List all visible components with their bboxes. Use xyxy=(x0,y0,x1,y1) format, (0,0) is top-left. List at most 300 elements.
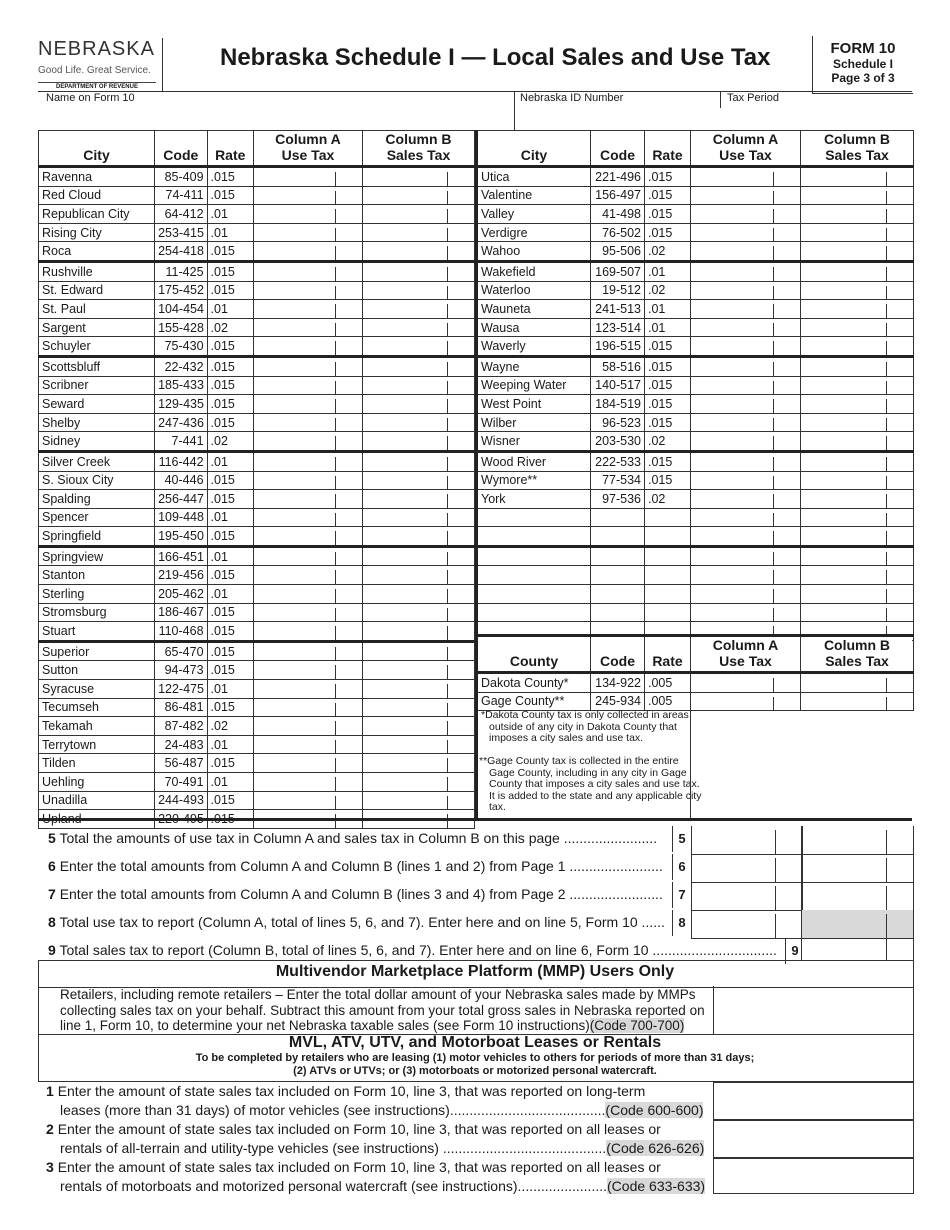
city-use-tax-field[interactable] xyxy=(253,603,362,622)
mmp-title: Multivendor Marketplace Platform (MMP) Users Only xyxy=(275,963,675,980)
city-sales-tax-field[interactable] xyxy=(801,490,914,509)
city-sales-tax-field[interactable] xyxy=(362,167,474,187)
city-code: 123-514 xyxy=(591,318,645,337)
city-code: 24-483 xyxy=(155,735,207,754)
city-name: York xyxy=(477,490,591,509)
city-code: 97-536 xyxy=(591,490,645,509)
blank-city-row xyxy=(477,546,914,566)
city-code: 110-468 xyxy=(155,622,207,642)
blank-city-code xyxy=(591,603,645,622)
city-row xyxy=(39,490,475,509)
city-use-tax-field[interactable] xyxy=(253,698,362,717)
city-code: 184-519 xyxy=(591,395,645,414)
line-7-sales-tax-field[interactable] xyxy=(801,882,914,911)
city-use-tax-field[interactable] xyxy=(253,300,362,319)
city-name: St. Edward xyxy=(39,281,155,300)
city-use-tax-field[interactable] xyxy=(253,661,362,680)
blank-city-name xyxy=(477,527,591,547)
city-sales-tax-field[interactable] xyxy=(801,223,914,242)
city-sales-tax-field[interactable] xyxy=(801,318,914,337)
city-code: 40-446 xyxy=(155,471,207,490)
city-use-tax-field[interactable] xyxy=(691,281,801,300)
line-6-sales-tax-field[interactable] xyxy=(801,854,914,883)
city-row xyxy=(39,356,475,376)
city-row xyxy=(477,205,914,224)
city-rate: .015 xyxy=(645,413,691,432)
blank-city-sales-tax-field[interactable] xyxy=(801,546,914,566)
line-text: Total use tax to report (Column A, total of lines 5, 6, and 7). Enter here and on line 5, Form 10 ...... xyxy=(59,914,665,930)
mvl-item-3 xyxy=(46,1158,706,1196)
county-use-tax-field[interactable] xyxy=(691,673,801,693)
city-sales-tax-field[interactable] xyxy=(801,451,914,471)
city-name: St. Paul xyxy=(39,300,155,319)
line-text: Total sales tax to report (Column B, total of lines 5, 6, and 7). Enter here and on line 6, Form 10 ................................ xyxy=(59,942,777,958)
city-name: Schuyler xyxy=(39,337,155,357)
column-b-header-right: Column B Sales Tax xyxy=(801,131,914,167)
city-use-tax-field[interactable] xyxy=(253,546,362,566)
city-name: Waterloo xyxy=(477,281,591,300)
city-rate: .015 xyxy=(207,261,253,281)
city-name: Tecumseh xyxy=(39,698,155,717)
city-use-tax-field[interactable] xyxy=(253,261,362,281)
city-use-tax-field[interactable] xyxy=(253,490,362,509)
city-code: 186-467 xyxy=(155,603,207,622)
city-use-tax-field[interactable] xyxy=(691,167,801,187)
city-rate: .015 xyxy=(645,337,691,357)
county-blank-area xyxy=(690,708,913,820)
city-sales-tax-field[interactable] xyxy=(362,261,474,281)
county-code: 134-922 xyxy=(591,673,645,693)
city-sales-tax-field[interactable] xyxy=(362,698,474,717)
blank-city-sales-tax-field[interactable] xyxy=(801,508,914,527)
city-sales-tax-field[interactable] xyxy=(362,603,474,622)
city-rate: .015 xyxy=(207,603,253,622)
blank-city-use-tax-field[interactable] xyxy=(691,527,801,547)
city-rate: .015 xyxy=(645,167,691,187)
line-7-use-tax-field[interactable] xyxy=(691,882,803,911)
blank-city-use-tax-field[interactable] xyxy=(691,585,801,604)
city-use-tax-field[interactable] xyxy=(253,337,362,357)
city-use-tax-field[interactable] xyxy=(253,186,362,205)
city-use-tax-field[interactable] xyxy=(253,735,362,754)
city-rate: .01 xyxy=(645,261,691,281)
mvl-item-2-amount-field[interactable] xyxy=(713,1120,914,1158)
city-sales-tax-field[interactable] xyxy=(362,680,474,699)
city-use-tax-field[interactable] xyxy=(253,680,362,699)
city-rate: .01 xyxy=(207,546,253,566)
city-sales-tax-field[interactable] xyxy=(362,508,474,527)
city-rate: .01 xyxy=(207,680,253,699)
mvl-subtitle-2: (2) ATVs or UTVs; or (3) motorboats or motorized personal watercraft. xyxy=(293,1065,657,1077)
city-sales-tax-field[interactable] xyxy=(801,300,914,319)
blank-city-rate xyxy=(645,527,691,547)
city-use-tax-field[interactable] xyxy=(253,585,362,604)
city-sales-tax-field[interactable] xyxy=(801,432,914,452)
city-row xyxy=(39,242,475,262)
city-use-tax-field[interactable] xyxy=(253,451,362,471)
city-sales-tax-field[interactable] xyxy=(362,376,474,395)
city-code: 175-452 xyxy=(155,281,207,300)
city-sales-tax-field[interactable] xyxy=(801,261,914,281)
blank-city-rate xyxy=(645,508,691,527)
city-use-tax-field[interactable] xyxy=(253,622,362,642)
city-use-tax-field[interactable] xyxy=(253,318,362,337)
city-name: Wymore** xyxy=(477,471,591,490)
city-use-tax-field[interactable] xyxy=(253,281,362,300)
blank-city-code xyxy=(591,508,645,527)
city-sales-tax-field[interactable] xyxy=(362,281,474,300)
city-row xyxy=(477,281,914,300)
city-use-tax-field[interactable] xyxy=(253,754,362,773)
city-rate: .015 xyxy=(645,376,691,395)
mmp-text: Retailers, including remote retailers – Enter the total dollar amount of your Nebraska sales made by MMPs collecting sales tax on your behalf. Subtract this amount from your total gross sales in Nebraska reported on line 1, Form 10, to determine your net Nebraska taxable sales (see Form 10 instructions)(Code 700-700) xyxy=(60,987,705,1034)
city-rate: .01 xyxy=(207,773,253,792)
city-use-tax-field[interactable] xyxy=(691,223,801,242)
city-row xyxy=(39,376,475,395)
city-name: Uehling xyxy=(39,773,155,792)
name-field[interactable] xyxy=(38,108,514,131)
line-6 xyxy=(48,858,663,874)
city-use-tax-field[interactable] xyxy=(253,508,362,527)
city-row xyxy=(39,773,475,792)
blank-city-rate xyxy=(645,546,691,566)
city-code: 122-475 xyxy=(155,680,207,699)
city-use-tax-field[interactable] xyxy=(691,432,801,452)
city-name: Stuart xyxy=(39,622,155,642)
city-row xyxy=(477,300,914,319)
city-use-tax-field[interactable] xyxy=(691,318,801,337)
city-sales-tax-field[interactable] xyxy=(362,356,474,376)
city-sales-tax-field[interactable] xyxy=(362,318,474,337)
city-rate: .02 xyxy=(645,281,691,300)
city-name: Verdigre xyxy=(477,223,591,242)
city-sales-tax-field[interactable] xyxy=(362,413,474,432)
city-use-tax-field[interactable] xyxy=(691,376,801,395)
mvl-item-1-amount-field[interactable] xyxy=(713,1082,914,1120)
city-name: Stanton xyxy=(39,566,155,585)
city-use-tax-field[interactable] xyxy=(253,432,362,452)
city-sales-tax-field[interactable] xyxy=(362,717,474,736)
mvl-item-code: (Code 626-626) xyxy=(606,1140,705,1156)
city-use-tax-field[interactable] xyxy=(691,186,801,205)
city-sales-tax-field[interactable] xyxy=(362,622,474,642)
period-label: Tax Period xyxy=(727,92,779,104)
blank-city-code xyxy=(591,527,645,547)
city-code: 85-409 xyxy=(155,167,207,187)
city-code: 75-430 xyxy=(155,337,207,357)
city-use-tax-field[interactable] xyxy=(253,791,362,810)
mvl-item-3-amount-field[interactable] xyxy=(713,1158,914,1194)
city-sales-tax-field[interactable] xyxy=(362,205,474,224)
rate-header-right: Rate xyxy=(645,131,691,167)
city-sales-tax-field[interactable] xyxy=(801,395,914,414)
city-row xyxy=(477,167,914,187)
blank-city-code xyxy=(591,566,645,585)
left-city-table xyxy=(38,130,475,829)
city-rate: .015 xyxy=(207,791,253,810)
city-name: Springfield xyxy=(39,527,155,547)
city-rate: .015 xyxy=(645,223,691,242)
line-5-sales-tax-field[interactable] xyxy=(801,826,914,855)
blank-city-name xyxy=(477,603,591,622)
line-text: Enter the total amounts from Column A and Column B (lines 1 and 2) from Page 1 ........................ xyxy=(59,858,663,874)
city-rate: .01 xyxy=(645,318,691,337)
blank-city-name xyxy=(477,508,591,527)
city-sales-tax-field[interactable] xyxy=(801,281,914,300)
city-name: Republican City xyxy=(39,205,155,224)
city-code: 74-411 xyxy=(155,186,207,205)
mvl-item-code: (Code 600-600) xyxy=(605,1102,704,1118)
city-use-tax-field[interactable] xyxy=(253,205,362,224)
city-use-tax-field[interactable] xyxy=(253,413,362,432)
city-sales-tax-field[interactable] xyxy=(362,471,474,490)
city-row xyxy=(477,413,914,432)
line-5-use-tax-field[interactable] xyxy=(691,826,803,855)
city-rate: .015 xyxy=(207,622,253,642)
city-code: 253-415 xyxy=(155,223,207,242)
blank-city-row xyxy=(477,527,914,547)
city-sales-tax-field[interactable] xyxy=(362,451,474,471)
mmp-amount-field[interactable] xyxy=(713,986,914,1035)
city-row xyxy=(39,471,475,490)
city-sales-tax-field[interactable] xyxy=(362,337,474,357)
blank-city-use-tax-field[interactable] xyxy=(691,603,801,622)
city-sales-tax-field[interactable] xyxy=(362,585,474,604)
city-sales-tax-field[interactable] xyxy=(362,641,474,661)
id-label: Nebraska ID Number xyxy=(520,92,624,104)
mvl-item-2 xyxy=(46,1120,706,1158)
city-name: Wayne xyxy=(477,356,591,376)
city-use-tax-field[interactable] xyxy=(253,356,362,376)
city-use-tax-field[interactable] xyxy=(253,167,362,187)
city-sales-tax-field[interactable] xyxy=(362,566,474,585)
city-code: 19-512 xyxy=(591,281,645,300)
blank-city-sales-tax-field[interactable] xyxy=(801,585,914,604)
blank-city-name xyxy=(477,585,591,604)
line-6-use-tax-field[interactable] xyxy=(691,854,803,883)
city-name: Springview xyxy=(39,546,155,566)
city-sales-tax-field[interactable] xyxy=(362,242,474,262)
blank-city-sales-tax-field[interactable] xyxy=(801,527,914,547)
blank-city-code xyxy=(591,546,645,566)
city-rate: .015 xyxy=(207,167,253,187)
city-use-tax-field[interactable] xyxy=(691,413,801,432)
line-number: 7 xyxy=(48,886,56,902)
mvl-title: MVL, ATV, UTV, and Motorboat Leases or Rentals xyxy=(288,1034,662,1051)
city-sales-tax-field[interactable] xyxy=(362,186,474,205)
city-code: 58-516 xyxy=(591,356,645,376)
city-name: Terrytown xyxy=(39,735,155,754)
city-row xyxy=(39,641,475,661)
city-name: Wausa xyxy=(477,318,591,337)
city-use-tax-field[interactable] xyxy=(253,376,362,395)
code-header: Code xyxy=(155,131,207,167)
city-name: Spencer xyxy=(39,508,155,527)
city-code: 56-487 xyxy=(155,754,207,773)
city-name: Upland xyxy=(39,810,155,829)
city-sales-tax-field[interactable] xyxy=(362,395,474,414)
blank-city-sales-tax-field[interactable] xyxy=(801,603,914,622)
city-sales-tax-field[interactable] xyxy=(801,167,914,187)
city-rate: .015 xyxy=(207,641,253,661)
county-sales-tax-field[interactable] xyxy=(801,673,914,693)
blank-city-rate xyxy=(645,603,691,622)
name-label: Name on Form 10 xyxy=(46,92,135,104)
city-code: 166-451 xyxy=(155,546,207,566)
city-name: Tekamah xyxy=(39,717,155,736)
city-name: Sargent xyxy=(39,318,155,337)
city-sales-tax-field[interactable] xyxy=(362,546,474,566)
city-name: Seward xyxy=(39,395,155,414)
city-use-tax-field[interactable] xyxy=(253,566,362,585)
city-code: 41-498 xyxy=(591,205,645,224)
city-name: Sutton xyxy=(39,661,155,680)
county-code-header: Code xyxy=(591,636,645,673)
city-rate: .015 xyxy=(207,395,253,414)
city-sales-tax-field[interactable] xyxy=(362,791,474,810)
city-sales-tax-field[interactable] xyxy=(801,356,914,376)
rate-header: Rate xyxy=(207,131,253,167)
mvl-item-number: 2 xyxy=(46,1121,54,1137)
city-use-tax-field[interactable] xyxy=(253,471,362,490)
city-use-tax-field[interactable] xyxy=(253,773,362,792)
city-use-tax-field[interactable] xyxy=(691,451,801,471)
city-rate: .01 xyxy=(207,735,253,754)
city-row xyxy=(39,451,475,471)
city-rate: .01 xyxy=(207,223,253,242)
city-use-tax-field[interactable] xyxy=(691,242,801,262)
nebraska-logo xyxy=(38,38,163,92)
line-number: 8 xyxy=(48,914,56,930)
city-rate: .015 xyxy=(207,337,253,357)
city-code: 196-515 xyxy=(591,337,645,357)
city-name: Wauneta xyxy=(477,300,591,319)
city-use-tax-field[interactable] xyxy=(691,300,801,319)
city-use-tax-field[interactable] xyxy=(253,223,362,242)
form-id-box xyxy=(812,36,913,94)
period-field[interactable] xyxy=(721,108,912,130)
city-row xyxy=(39,186,475,205)
city-sales-tax-field[interactable] xyxy=(362,527,474,547)
city-sales-tax-field[interactable] xyxy=(801,186,914,205)
city-use-tax-field[interactable] xyxy=(253,641,362,661)
city-code: 155-428 xyxy=(155,318,207,337)
city-row xyxy=(39,661,475,680)
city-code: 95-506 xyxy=(591,242,645,262)
city-sales-tax-field[interactable] xyxy=(362,300,474,319)
city-sales-tax-field[interactable] xyxy=(362,773,474,792)
city-code: 222-533 xyxy=(591,451,645,471)
city-row xyxy=(477,451,914,471)
city-rate: .02 xyxy=(207,318,253,337)
city-name: S. Sioux City xyxy=(39,471,155,490)
county-rate: .005 xyxy=(645,692,691,711)
city-sales-tax-field[interactable] xyxy=(362,735,474,754)
line-9-sales-tax-field[interactable] xyxy=(801,934,914,960)
city-sales-tax-field[interactable] xyxy=(801,376,914,395)
city-code: 219-456 xyxy=(155,566,207,585)
city-row xyxy=(39,680,475,699)
city-row xyxy=(39,717,475,736)
city-rate: .015 xyxy=(207,698,253,717)
city-code: 241-513 xyxy=(591,300,645,319)
city-rate: .015 xyxy=(207,754,253,773)
city-row xyxy=(39,622,475,642)
city-row xyxy=(39,205,475,224)
city-sales-tax-field[interactable] xyxy=(801,205,914,224)
city-use-tax-field[interactable] xyxy=(691,205,801,224)
city-use-tax-field[interactable] xyxy=(253,527,362,547)
city-row xyxy=(477,186,914,205)
mvl-subtitle-1: To be completed by retailers who are leasing (1) motor vehicles to others for periods of more than 31 days; xyxy=(195,1052,755,1064)
city-name: Scottsbluff xyxy=(39,356,155,376)
mvl-item-line1: Enter the amount of state sales tax included on Form 10, line 3, that was reported on all leases or xyxy=(57,1159,661,1175)
city-row xyxy=(39,281,475,300)
city-row xyxy=(39,300,475,319)
line-7 xyxy=(48,886,663,902)
city-sales-tax-field[interactable] xyxy=(362,754,474,773)
city-use-tax-field[interactable] xyxy=(691,261,801,281)
city-use-tax-field[interactable] xyxy=(691,337,801,357)
county-name: Dakota County* xyxy=(477,673,591,693)
city-name: Wilber xyxy=(477,413,591,432)
city-row xyxy=(39,735,475,754)
city-use-tax-field[interactable] xyxy=(691,471,801,490)
city-name: Shelby xyxy=(39,413,155,432)
line-8-use-tax-field[interactable] xyxy=(691,910,803,939)
line-8 xyxy=(48,914,665,930)
blank-city-use-tax-field[interactable] xyxy=(691,508,801,527)
city-sales-tax-field[interactable] xyxy=(801,242,914,262)
city-rate: .015 xyxy=(645,395,691,414)
city-code: 247-436 xyxy=(155,413,207,432)
city-sales-tax-field[interactable] xyxy=(801,413,914,432)
city-code: 76-502 xyxy=(591,223,645,242)
county-section xyxy=(475,634,912,820)
city-use-tax-field[interactable] xyxy=(691,490,801,509)
city-use-tax-field[interactable] xyxy=(253,395,362,414)
id-field[interactable] xyxy=(515,108,720,130)
city-use-tax-field[interactable] xyxy=(691,356,801,376)
blank-city-use-tax-field[interactable] xyxy=(691,546,801,566)
city-sales-tax-field[interactable] xyxy=(801,471,914,490)
mvl-item-number: 3 xyxy=(46,1159,54,1175)
city-sales-tax-field[interactable] xyxy=(362,661,474,680)
city-name: Scribner xyxy=(39,376,155,395)
city-rate: .01 xyxy=(207,585,253,604)
city-row xyxy=(477,490,914,509)
city-use-tax-field[interactable] xyxy=(691,395,801,414)
blank-city-sales-tax-field[interactable] xyxy=(801,566,914,585)
city-use-tax-field[interactable] xyxy=(253,242,362,262)
city-row xyxy=(477,242,914,262)
line-number: 5 xyxy=(48,830,56,846)
blank-city-use-tax-field[interactable] xyxy=(691,566,801,585)
city-sales-tax-field[interactable] xyxy=(362,432,474,452)
city-name: Tilden xyxy=(39,754,155,773)
city-use-tax-field[interactable] xyxy=(253,717,362,736)
city-sales-tax-field[interactable] xyxy=(362,223,474,242)
city-sales-tax-field[interactable] xyxy=(362,490,474,509)
line-text: Enter the total amounts from Column A and Column B (lines 3 and 4) from Page 2 ........................ xyxy=(59,886,663,902)
city-code: 96-523 xyxy=(591,413,645,432)
city-code: 256-447 xyxy=(155,490,207,509)
city-name: Red Cloud xyxy=(39,186,155,205)
city-sales-tax-field[interactable] xyxy=(801,337,914,357)
city-row xyxy=(39,318,475,337)
city-row xyxy=(39,337,475,357)
city-rate: .015 xyxy=(207,490,253,509)
